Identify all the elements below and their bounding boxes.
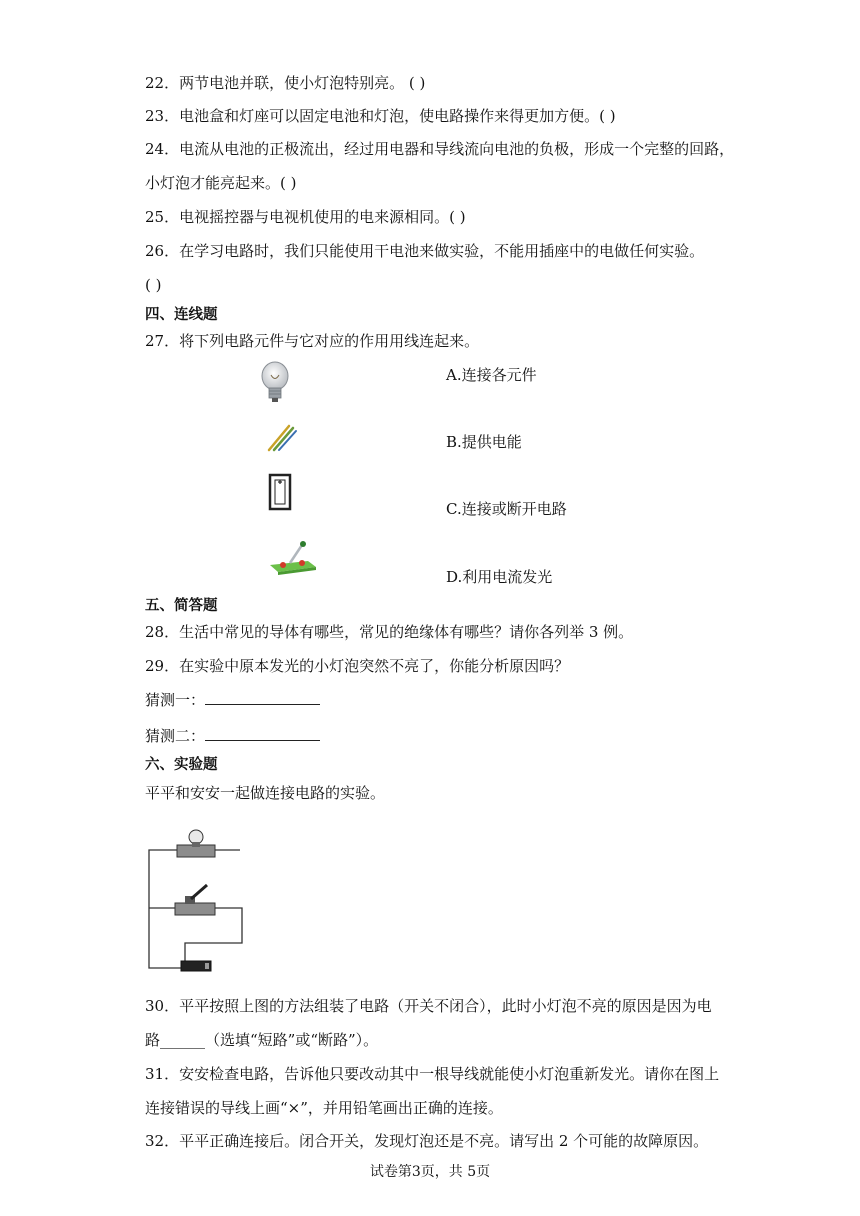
question-23: 23．电池盒和灯座可以固定电池和灯泡，使电路操作来得更加方便。( ) xyxy=(145,107,616,125)
section-heading-6: 六、实验题 xyxy=(145,757,218,773)
light-bulb-icon xyxy=(256,360,294,404)
question-30-line2: 路______（选填“短路”或“断路”）。 xyxy=(145,1031,379,1049)
question-31-line2: 连接错误的导线上画“×”，并用铅笔画出正确的连接。 xyxy=(145,1099,503,1117)
question-29: 29．在实验中原本发光的小灯泡突然不亮了，你能分析原因吗？ xyxy=(145,657,570,675)
question-28: 28．生活中常见的导体有哪些，常见的绝缘体有哪些？请你各列举 3 例。 xyxy=(145,623,634,641)
question-26-line1: 26．在学习电路时，我们只能使用干电池来做实验，不能用插座中的电做任何实验。 xyxy=(145,242,705,260)
question-22: 22．两节电池并联，使小灯泡特别亮。 ( ) xyxy=(145,74,426,92)
question-26-line2: ( ) xyxy=(145,276,162,294)
question-30-line1: 30．平平按照上图的方法组装了电路（开关不闭合），此时小灯泡不亮的原因是因为电 xyxy=(145,997,712,1015)
experiment-intro: 平平和安安一起做连接电路的实验。 xyxy=(145,784,386,802)
question-31-line1: 31．安安检查电路，告诉他只要改动其中一根导线就能使小灯泡重新发光。请你在图上 xyxy=(145,1065,720,1083)
guess-two-blank[interactable] xyxy=(205,726,320,741)
switch-icon xyxy=(268,537,318,575)
option-c: C.连接或断开电路 xyxy=(446,500,567,518)
option-a: A.连接各元件 xyxy=(446,366,537,384)
battery-icon xyxy=(268,473,292,511)
wires-icon xyxy=(265,420,299,454)
circuit-diagram xyxy=(145,823,250,973)
question-32: 32．平平正确连接后。闭合开关，发现灯泡还是不亮。请写出 2 个可能的故障原因。 xyxy=(145,1132,709,1150)
question-25: 25．电视摇控器与电视机使用的电来源相同。( ) xyxy=(145,208,466,226)
guess-one-blank[interactable] xyxy=(205,690,320,705)
option-b: B.提供电能 xyxy=(446,433,522,451)
page-footer: 试卷第3页，共 5页 xyxy=(369,1164,491,1180)
section-heading-5: 五、简答题 xyxy=(145,598,218,614)
section-heading-4: 四、连线题 xyxy=(145,307,218,323)
question-24-line2: 小灯泡才能亮起来。( ) xyxy=(145,174,297,192)
option-d: D.利用电流发光 xyxy=(446,568,553,586)
guess-two: 猜测二： xyxy=(145,726,320,746)
question-24-line1: 24．电流从电池的正极流出，经过用电器和导线流向电池的负极，形成一个完整的回路， xyxy=(145,140,735,158)
question-27: 27．将下列电路元件与它对应的作用用线连起来。 xyxy=(145,332,480,350)
guess-one: 猜测一： xyxy=(145,690,320,710)
